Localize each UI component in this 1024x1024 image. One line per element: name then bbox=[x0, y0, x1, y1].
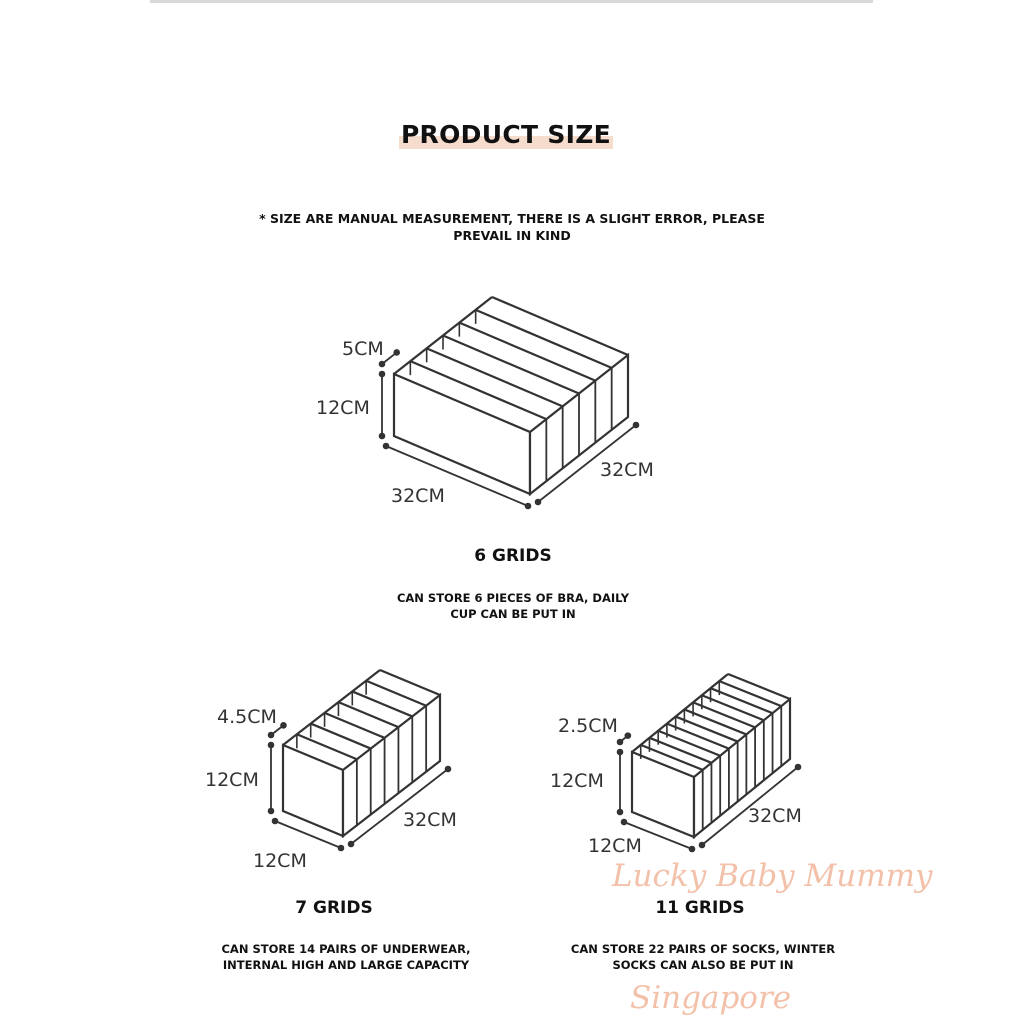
desc-line-2: INTERNAL HIGH AND LARGE CAPACITY bbox=[222, 958, 470, 972]
dimension-dot bbox=[625, 732, 632, 739]
dimension-dot bbox=[338, 845, 345, 852]
divider-top-edge bbox=[719, 681, 781, 706]
dimension-dot bbox=[348, 841, 355, 848]
dimension-dot bbox=[379, 371, 386, 378]
dimension-dot bbox=[383, 443, 390, 450]
dimension-dot bbox=[535, 499, 542, 506]
dimension-dot bbox=[379, 361, 386, 368]
box-front-face bbox=[632, 752, 694, 837]
desc-line-2: CUP CAN BE PUT IN bbox=[450, 607, 576, 621]
product-title-11-grids: 11 GRIDS bbox=[655, 898, 745, 918]
dim-grid-width-11: 2.5CM bbox=[558, 715, 618, 737]
box-top-edge bbox=[728, 674, 790, 699]
dimension-dot bbox=[280, 722, 287, 729]
dimension-dot bbox=[795, 764, 802, 771]
box-front-face bbox=[283, 745, 343, 836]
watermark-line-2: Singapore bbox=[630, 980, 792, 1016]
dimension-dot bbox=[268, 732, 275, 739]
dim-length-11: 32CM bbox=[748, 805, 802, 827]
dim-height-7: 12CM bbox=[205, 769, 259, 791]
product-title-7-grids: 7 GRIDS bbox=[295, 898, 373, 918]
dimension-dot bbox=[393, 349, 400, 356]
dim-height-11: 12CM bbox=[550, 770, 604, 792]
dimension-dot bbox=[268, 742, 275, 749]
dimension-dot bbox=[268, 808, 275, 815]
dimension-dot bbox=[633, 422, 640, 429]
dimension-dot bbox=[445, 766, 452, 773]
dimension-dot bbox=[272, 818, 279, 825]
dim-length-6: 32CM bbox=[391, 485, 445, 507]
product-title-6-grids: 6 GRIDS bbox=[474, 546, 552, 566]
page-title-text: PRODUCT SIZE bbox=[400, 120, 612, 149]
dim-length-7: 32CM bbox=[403, 809, 457, 831]
desc-line-1: CAN STORE 22 PAIRS OF SOCKS, WINTER bbox=[570, 942, 836, 956]
product-desc-6-grids bbox=[343, 590, 683, 622]
dimension-dot bbox=[621, 819, 628, 826]
dimension-dot bbox=[617, 809, 624, 816]
dimension-dot bbox=[617, 749, 624, 756]
desc-line-2: SOCKS CAN ALSO BE PUT IN bbox=[612, 958, 794, 972]
note-line-2: PREVAIL IN KIND bbox=[453, 228, 571, 243]
dim-grid-width-6: 5CM bbox=[342, 338, 384, 360]
watermark-line-1: Lucky Baby Mummy bbox=[612, 858, 933, 894]
product-desc-11-grids bbox=[533, 941, 873, 973]
dimension-dot bbox=[699, 842, 706, 849]
product-desc-7-grids bbox=[176, 941, 516, 973]
dimension-dot bbox=[525, 503, 532, 510]
note-line-1: * SIZE ARE MANUAL MEASUREMENT, THERE IS A SLIGHT ERROR, PLEASE bbox=[259, 211, 765, 226]
dim-width-7: 12CM bbox=[253, 850, 307, 872]
dimension-dot bbox=[617, 739, 624, 746]
dim-grid-width-7: 4.5CM bbox=[217, 706, 277, 728]
dimension-dot bbox=[379, 433, 386, 440]
box-front-face bbox=[394, 374, 530, 494]
desc-line-1: CAN STORE 14 PAIRS OF UNDERWEAR, bbox=[221, 942, 471, 956]
dimension-dot bbox=[689, 846, 696, 853]
dim-width-6: 32CM bbox=[600, 459, 654, 481]
desc-line-1: CAN STORE 6 PIECES OF BRA, DAILY bbox=[396, 591, 630, 605]
dim-height-6: 12CM bbox=[316, 397, 370, 419]
dim-width-11: 12CM bbox=[588, 835, 642, 857]
